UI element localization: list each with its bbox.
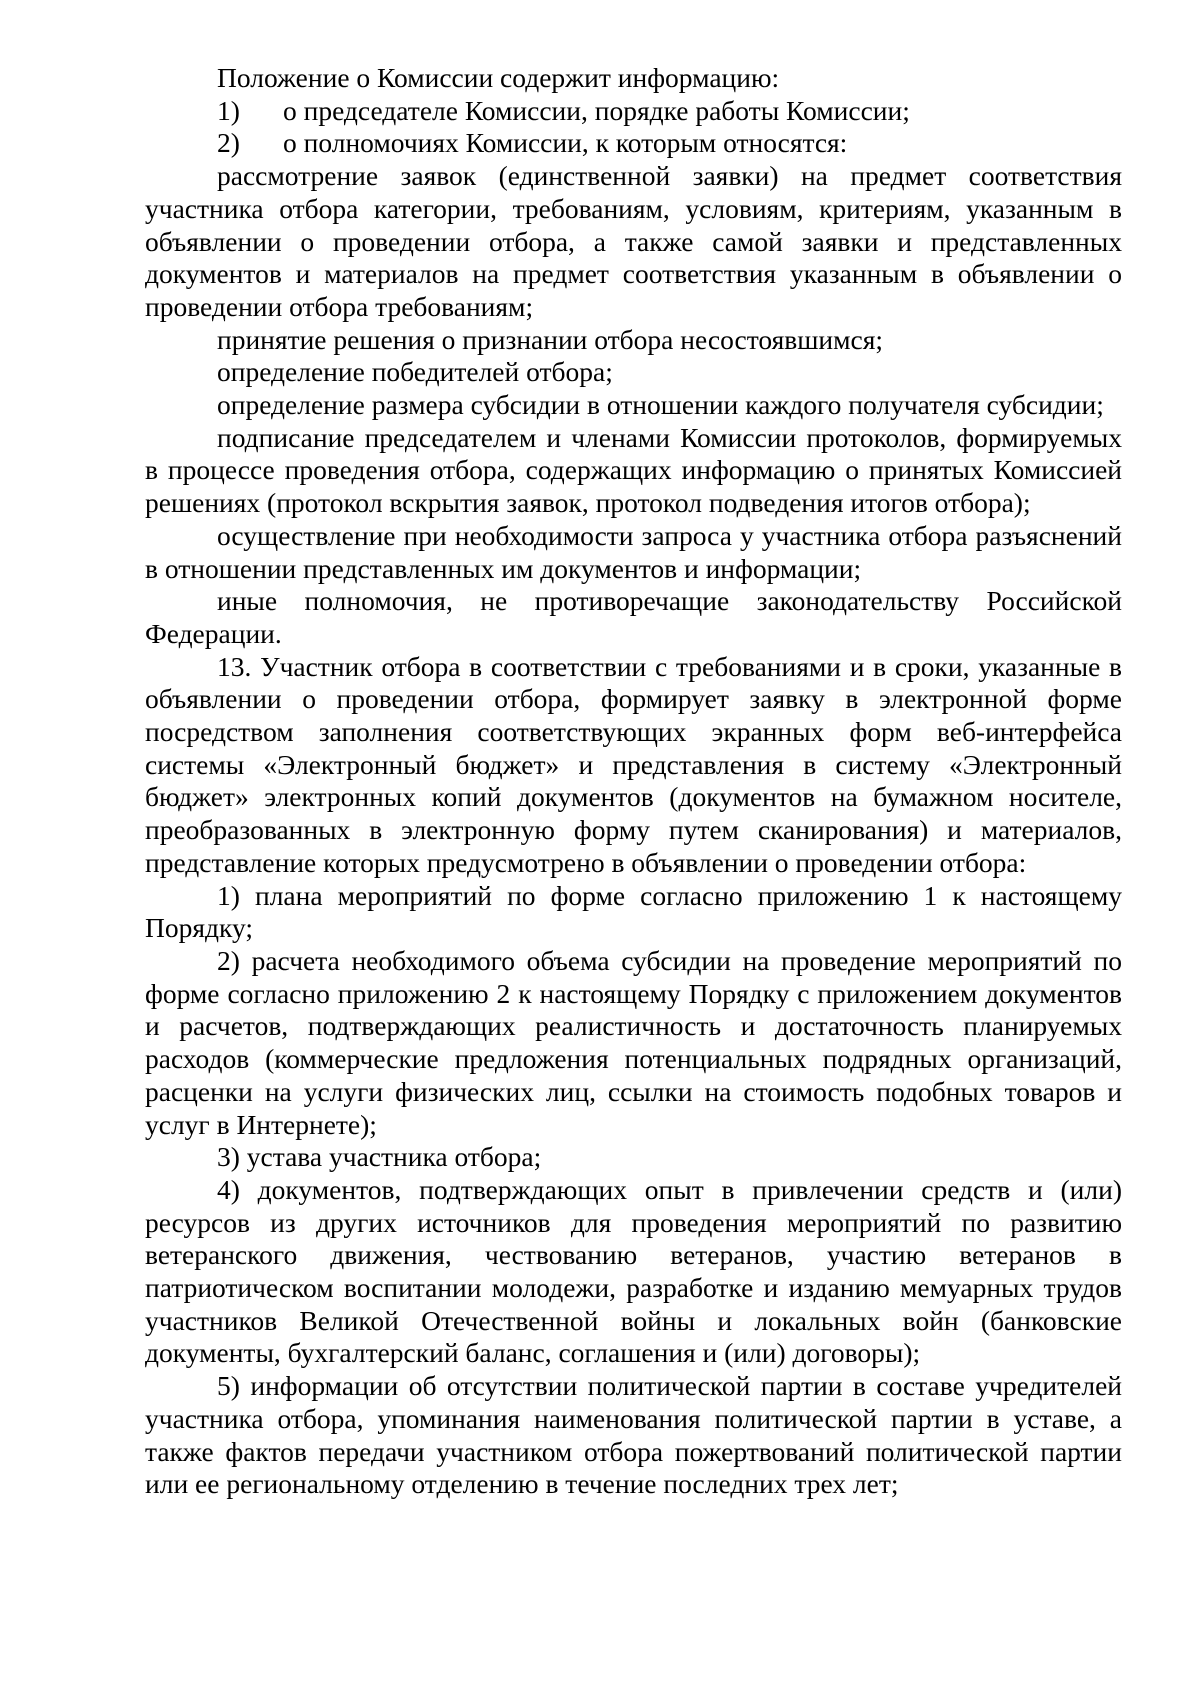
list-item-2: [145, 127, 1122, 160]
paragraph-failed-selection: принятие решения о признании отбора несостоявшимся;: [217, 323, 884, 355]
paragraph-item-1-plan: 1) плана мероприятий по форме согласно приложению 1 к настоящему Порядку;: [145, 879, 1122, 944]
paragraph-section-13: 13. Участник отбора в соответствии с требованиями и в сроки, указанные в объявлении о проведении отбора, формирует заявку в электронной форме посредством заполнения соответствующих экранных форм веб-интерфейса системы «Электронный бюджет» и представления в систему «Электронный бюджет» электронных копий документов (документов на бумажном носителе, преобразованных в электронную форму путем сканирования) и материалов, представление которых предусмотрено в объявлении о проведении отбора:: [145, 650, 1122, 878]
paragraph-review-applications: рассмотрение заявок (единственной заявки) на предмет соответствия участника отбора категории, требованиям, условиям, критериям, указанным в объявлении о проведении отбора, а также самой заявки и представленных документов и материалов на предмет соответствия указанным в объявлении о проведении отбора требованиям;: [145, 160, 1122, 322]
list-item-number: 2): [217, 127, 240, 159]
list-item-number: 1): [217, 94, 240, 126]
list-item-text: о председателе Комиссии, порядке работы Комиссии;: [283, 94, 910, 126]
paragraph-other-powers: иные полномочия, не противоречащие законодательству Российской Федерации.: [145, 585, 1122, 649]
paragraph-subsidy-amount: определение размера субсидии в отношении каждого получателя субсидии;: [217, 389, 1104, 421]
document-page: [145, 62, 1122, 1501]
paragraph-protocols: подписание председателем и членами Комиссии протоколов, формируемых в процессе проведения отбора, содержащих информацию о принятых Комиссией решениях (протокол вскрытия заявок, протокол подведения итогов отбора);: [145, 421, 1122, 519]
paragraph-item-5-information: 5) информации об отсутствии политической партии в составе учредителей участника отбора, упоминания наименования политической партии в уставе, а также фактов передачи участником отбора пожертвований политической партии или ее региональному отделению в течение последних трех лет;: [145, 1370, 1122, 1500]
intro-paragraph: Положение о Комиссии содержит информацию:: [217, 62, 780, 93]
paragraph-winners: определение победителей отбора;: [217, 356, 613, 388]
list-item-1: [145, 95, 1122, 128]
paragraph-item-3-charter: 3) устава участника отбора;: [217, 1141, 542, 1173]
paragraph-item-4-documents: 4) документов, подтверждающих опыт в привлечении средств и (или) ресурсов из других источников для проведения мероприятий по развитию ветеранского движения, чествованию ветеранов, участию ветеранов в патриотическом воспитании молодежи, разработке и изданию мемуарных трудов участников Великой Отечественной войны и локальных войн (банковские документы, бухгалтерский баланс, соглашения и (или) договоры);: [145, 1173, 1122, 1369]
paragraph-clarifications: осуществление при необходимости запроса у участника отбора разъяснений в отношении представленных им документов и информации;: [145, 519, 1122, 584]
list-item-text: о полномочиях Комиссии, к которым относятся:: [283, 127, 848, 159]
paragraph-item-2-calculation: 2) расчета необходимого объема субсидии на проведение мероприятий по форме согласно приложению 2 к настоящему Порядку с приложением документов и расчетов, подтверждающих реалистичность и достаточность планируемых расходов (коммерческие предложения потенциальных подрядных организаций, расценки на услуги физических лиц, ссылки на стоимость подобных товаров и услуг в Интернете);: [145, 944, 1122, 1140]
